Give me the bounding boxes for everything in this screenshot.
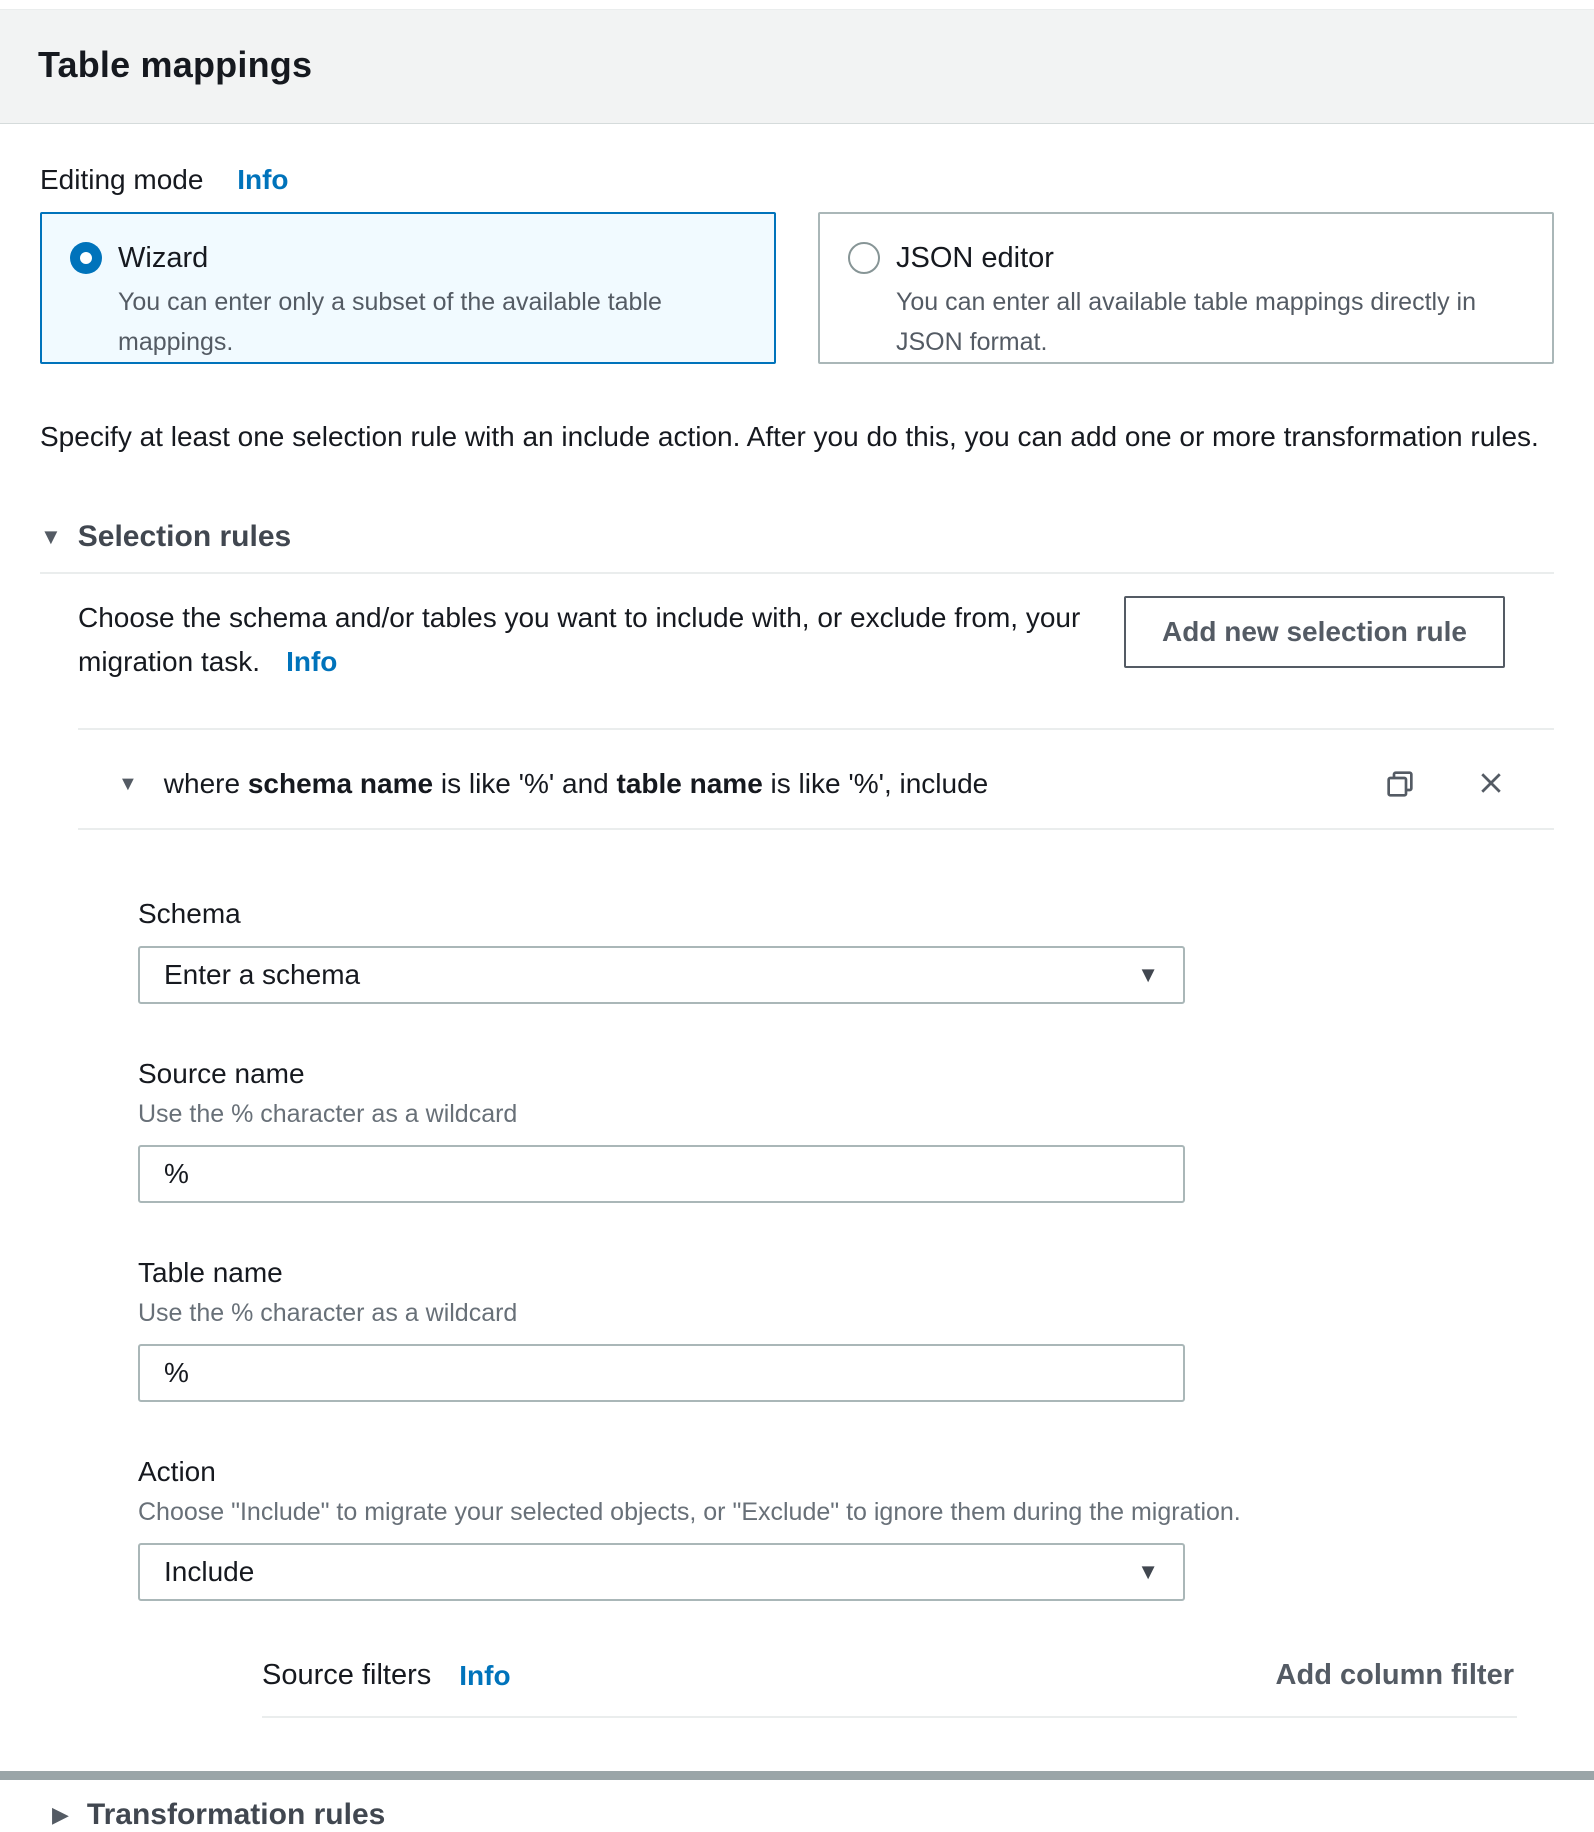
selection-rules-description xyxy=(78,596,1123,684)
json-editor-option-description: You can enter all available table mappings directly in JSON format. xyxy=(896,288,1476,356)
schema-label: Schema xyxy=(138,898,241,929)
source-name-label: Source name xyxy=(138,1058,305,1089)
source-filters-info-link[interactable]: Info xyxy=(459,1659,511,1691)
selection-rules-description-text: Choose the schema and/or tables you want to include with, or exclude from, your migration task. xyxy=(78,602,1081,677)
chevron-down-icon: ▼ xyxy=(1137,962,1159,987)
rule-actions xyxy=(1384,768,1508,800)
source-filters-row xyxy=(262,1659,1514,1692)
json-editor-option-body xyxy=(896,238,1496,362)
editing-mode-row xyxy=(40,164,1554,196)
selection-rule-row xyxy=(40,768,1554,800)
rule-seg-table-name: table name xyxy=(616,768,763,799)
table-name-input[interactable] xyxy=(138,1344,1185,1402)
chevron-right-icon: ▶ xyxy=(52,1802,69,1827)
schema-field xyxy=(138,898,1554,1004)
transformation-rules-title: Transformation rules xyxy=(86,1798,386,1831)
rule-seg-where: where xyxy=(163,768,248,799)
bottom-divider xyxy=(0,1771,1594,1780)
source-name-field xyxy=(138,1058,1554,1203)
action-field xyxy=(138,1456,1554,1601)
wizard-option-body xyxy=(118,238,718,362)
table-name-hint: Use the % character as a wildcard xyxy=(138,1299,518,1327)
action-select-value: Include xyxy=(164,1556,255,1587)
divider xyxy=(78,728,1554,730)
selection-rules-section xyxy=(40,520,1554,1718)
divider xyxy=(262,1716,1517,1718)
rule-seg-schema-name: schema name xyxy=(247,768,434,799)
rule-seg-end: is like '%', include xyxy=(762,768,989,799)
table-name-field xyxy=(138,1257,1554,1402)
action-select[interactable] xyxy=(138,1543,1185,1601)
radio-selected-icon[interactable] xyxy=(70,242,102,274)
source-filters-label: Source filters xyxy=(262,1659,432,1691)
selection-rules-info-link[interactable]: Info xyxy=(286,646,338,677)
transformation-rules-section-header[interactable] xyxy=(52,1798,1554,1832)
action-hint: Choose "Include" to migrate your selected objects, or "Exclude" to ignore them during the migration. xyxy=(138,1498,1241,1526)
duplicate-rule-icon[interactable] xyxy=(1384,768,1416,800)
selection-rules-intro xyxy=(40,596,1554,708)
action-label: Action xyxy=(138,1456,216,1487)
editing-mode-option-wizard[interactable] xyxy=(40,212,776,364)
top-strip xyxy=(0,0,1594,10)
divider xyxy=(78,828,1554,830)
add-column-filter-button[interactable]: Add column filter xyxy=(1275,1659,1514,1691)
rule-seg-mid: is like '%' and xyxy=(433,768,617,799)
wizard-option-label: Wizard xyxy=(118,242,209,274)
schema-select[interactable] xyxy=(138,946,1185,1004)
main-content xyxy=(0,164,1594,1832)
radio-unselected-icon[interactable] xyxy=(848,242,880,274)
source-name-hint: Use the % character as a wildcard xyxy=(138,1100,518,1128)
schema-select-value: Enter a schema xyxy=(164,959,361,990)
table-name-label: Table name xyxy=(138,1257,283,1288)
add-new-selection-rule-button[interactable]: Add new selection rule xyxy=(1124,596,1505,668)
chevron-down-icon: ▼ xyxy=(40,524,62,549)
editing-mode-info-link[interactable]: Info xyxy=(237,164,289,195)
wizard-option-description: You can enter only a subset of the available table mappings. xyxy=(118,288,662,356)
chevron-down-icon: ▼ xyxy=(1137,1559,1159,1584)
source-name-input[interactable] xyxy=(138,1145,1185,1203)
editing-mode-option-json-editor[interactable] xyxy=(818,212,1554,364)
selection-rule-instructions: Specify at least one selection rule with an include action. After you do this, you can add one or more transformation rules. xyxy=(40,421,1539,452)
panel-header xyxy=(0,10,1594,124)
chevron-down-icon[interactable]: ▼ xyxy=(118,773,138,795)
json-editor-option-label: JSON editor xyxy=(896,242,1054,274)
selection-rules-title: Selection rules xyxy=(77,520,292,553)
selection-rule-summary xyxy=(164,768,1384,800)
selection-rule-form xyxy=(40,898,1554,1718)
editing-mode-label: Editing mode xyxy=(40,164,204,195)
page-title: Table mappings xyxy=(38,44,313,85)
selection-rules-section-header[interactable] xyxy=(40,520,1554,574)
editing-mode-options xyxy=(40,212,1554,364)
remove-rule-icon[interactable] xyxy=(1476,768,1508,800)
